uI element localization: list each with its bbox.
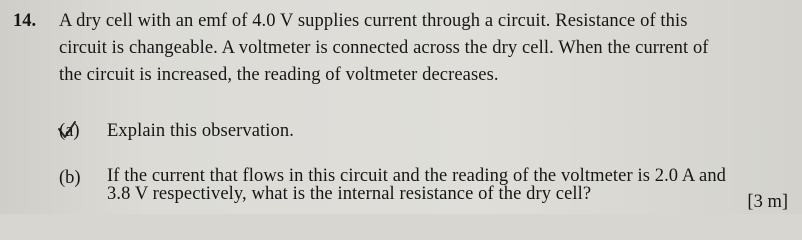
question-number: 14. [13,11,37,31]
part-b-text-line-2: 3.8 V respectively, what is the internal resistance of the dry cell? [107,184,592,204]
part-b-text-line-1: If the current that flows in this circuit and the reading of the voltmeter is 2.0 A and [107,166,727,186]
question-stem-line-3: the circuit is increased, the reading of voltmeter decreases. [59,65,499,85]
part-a-label: (a) [59,121,80,141]
question-stem-line-1: A dry cell with an emf of 4.0 V supplies current through a circuit. Resistance of this [59,11,688,31]
part-b-label: (b) [59,168,81,188]
question-stem-line-2: circuit is changeable. A voltmeter is connected across the dry cell. When the current of [59,38,709,58]
marks-label: [3 m] [747,192,788,212]
part-a-text: Explain this observation. [107,121,294,141]
